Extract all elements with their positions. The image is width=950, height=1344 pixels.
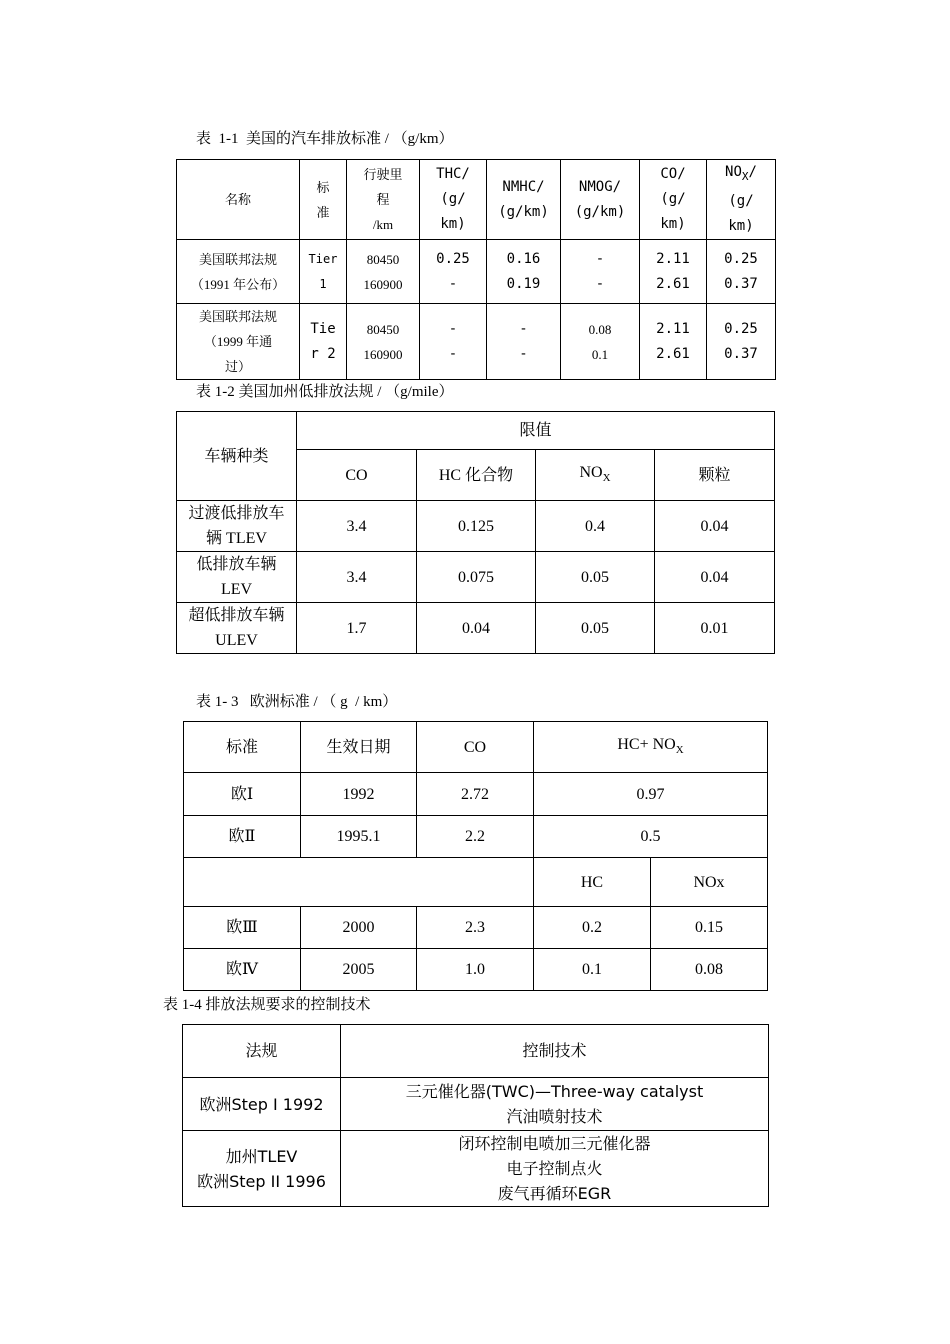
header-nox: $NO_X/$ (g/ km)	[707, 160, 776, 240]
row-technology: 闭环控制电喷加三元催化器 电子控制点火 废气再循环EGR	[341, 1131, 769, 1207]
row-particulate: 0.04	[655, 552, 775, 603]
row-standard: 欧Ⅲ	[184, 907, 301, 949]
table4	[182, 1024, 769, 1207]
row-thc: 0.25 -	[420, 240, 487, 304]
header-standard: 标准	[184, 722, 301, 773]
row-co: 3.4	[297, 552, 417, 603]
row-date: 2000	[301, 907, 417, 949]
table-row	[184, 907, 768, 949]
header-co: CO/ (g/ km)	[640, 160, 707, 240]
table2	[176, 411, 775, 654]
row-date: 1995.1	[301, 816, 417, 858]
table3-header-row	[184, 722, 768, 773]
row-standard: 欧Ⅰ	[184, 773, 301, 816]
table2-header-row	[177, 412, 775, 450]
header-nmhc: NMHC/ (g/km)	[487, 160, 561, 240]
table3	[183, 721, 768, 991]
row-hc: 0.075	[417, 552, 536, 603]
row-nox: 0.4	[536, 501, 655, 552]
header-standard: 标 准	[300, 160, 347, 240]
row-standard: Tier 1	[300, 240, 347, 304]
row-co: 2.2	[417, 816, 534, 858]
row-nmog: 0.08 0.1	[561, 304, 640, 380]
row-type: 低排放车辆 LEV	[177, 552, 297, 603]
header-nox: NOx	[651, 858, 768, 907]
row-particulate: 0.01	[655, 603, 775, 654]
table1-caption: 表 1-1 美国的汽车排放标准 / （g/km）	[196, 131, 454, 147]
table-row	[184, 949, 768, 991]
header-co: CO	[417, 722, 534, 773]
header-vehicle-type: 车辆种类	[177, 412, 297, 501]
table1	[176, 159, 776, 380]
table3-subheader-row	[184, 858, 768, 907]
header-particulate: 颗粒	[655, 450, 775, 501]
row-hc: 0.1	[534, 949, 651, 991]
row-nox: 0.25 0.37	[707, 240, 776, 304]
row-date: 1992	[301, 773, 417, 816]
row-nox: 0.25 0.37	[707, 304, 776, 380]
row-nmhc: 0.16 0.19	[487, 240, 561, 304]
row-name: 美国联邦法规 （1999 年通 过）	[177, 304, 300, 380]
row-hc-nox: 0.97	[534, 773, 768, 816]
row-co: 1.0	[417, 949, 534, 991]
row-regulation: 加州TLEV 欧洲Step II 1996	[183, 1131, 341, 1207]
header-mileage: 行驶里 程 /km	[347, 160, 420, 240]
row-nox: 0.05	[536, 603, 655, 654]
row-standard: 欧Ⅱ	[184, 816, 301, 858]
row-mileage: 80450 160900	[347, 240, 420, 304]
row-regulation: 欧洲Step I 1992	[183, 1078, 341, 1131]
table-row	[184, 816, 768, 858]
row-co: 2.11 2.61	[640, 304, 707, 380]
header-effective-date: 生效日期	[301, 722, 417, 773]
row-co: 2.11 2.61	[640, 240, 707, 304]
table-row	[177, 552, 775, 603]
row-co: 1.7	[297, 603, 417, 654]
header-nmog: NMOG/ (g/km)	[561, 160, 640, 240]
row-nox: 0.15	[651, 907, 768, 949]
table-row	[183, 1078, 769, 1131]
row-technology: 三元催化器(TWC)—Three-way catalyst 汽油喷射技术	[341, 1078, 769, 1131]
row-nmhc: - -	[487, 304, 561, 380]
header-hc-nox: $HC+ NO_X$	[534, 722, 768, 773]
row-standard: Tie r 2	[300, 304, 347, 380]
table2-caption: 表 1-2 美国加州低排放法规 / （g/mile）	[196, 384, 454, 400]
row-nox: 0.08	[651, 949, 768, 991]
header-control-technology: 控制技术	[341, 1025, 769, 1078]
row-date: 2005	[301, 949, 417, 991]
row-hc: 0.04	[417, 603, 536, 654]
header-name: 名称	[177, 160, 300, 240]
row-type: 超低排放车辆 ULEV	[177, 603, 297, 654]
row-co: 3.4	[297, 501, 417, 552]
row-particulate: 0.04	[655, 501, 775, 552]
header-nox: $NO_X$	[536, 450, 655, 501]
header-hc: HC	[534, 858, 651, 907]
table4-header-row	[183, 1025, 769, 1078]
header-thc: THC/ (g/ km)	[420, 160, 487, 240]
table-row	[177, 501, 775, 552]
table-row	[184, 773, 768, 816]
empty-cell	[184, 858, 534, 907]
row-nmog: - -	[561, 240, 640, 304]
row-name: 美国联邦法规 （1991 年公布）	[177, 240, 300, 304]
table4-caption: 表 1-4 排放法规要求的控制技术	[163, 997, 371, 1013]
row-hc: 0.2	[534, 907, 651, 949]
header-co: CO	[297, 450, 417, 501]
row-hc: 0.125	[417, 501, 536, 552]
row-type: 过渡低排放车 辆 TLEV	[177, 501, 297, 552]
row-co: 2.72	[417, 773, 534, 816]
header-limit: 限值	[297, 412, 775, 450]
row-nox: 0.05	[536, 552, 655, 603]
table3-caption: 表 1- 3 欧洲标准 / （ g / km）	[196, 694, 398, 710]
table-row	[177, 304, 776, 380]
table-row	[183, 1131, 769, 1207]
table1-header-row	[177, 160, 776, 240]
row-hc-nox: 0.5	[534, 816, 768, 858]
row-standard: 欧Ⅳ	[184, 949, 301, 991]
table-row	[177, 240, 776, 304]
row-co: 2.3	[417, 907, 534, 949]
header-regulation: 法规	[183, 1025, 341, 1078]
table-row	[177, 603, 775, 654]
row-thc: - -	[420, 304, 487, 380]
header-hc: HC 化合物	[417, 450, 536, 501]
row-mileage: 80450 160900	[347, 304, 420, 380]
